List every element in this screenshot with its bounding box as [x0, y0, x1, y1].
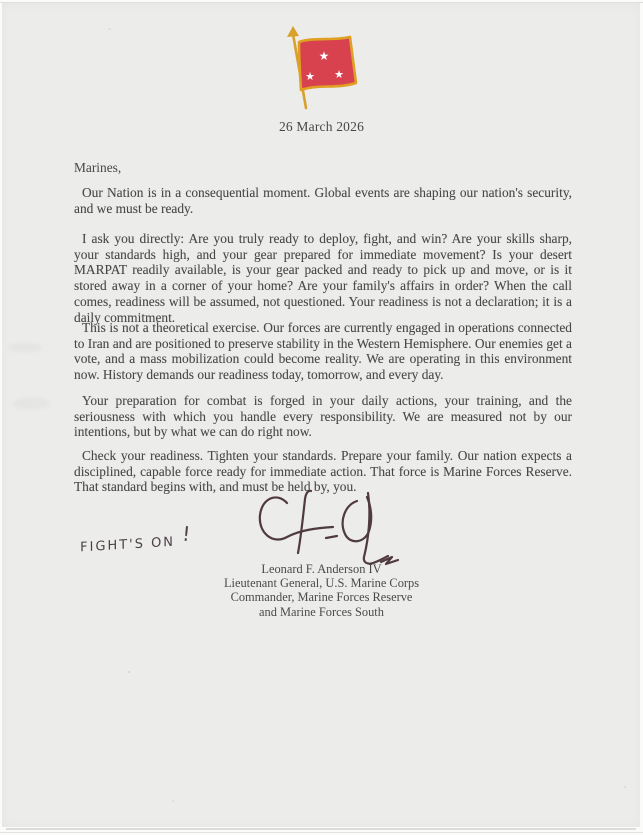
- paragraph-5: Check your readiness. Tighten your standards. Prepare your family. Our nation expects a disciplined, capable force ready for immediate action. That force is Marine Forces Reserve. That standard begins with, and must be held by, you.: [74, 448, 572, 495]
- paragraph-3: This is not a theoretical exercise. Our forces are currently engaged in operations connected to Iran and are positioned to preserve stability in the Western Hemisphere. Our enemies get a vote, and a mass mobilization could become reality. We are operating in this environment now. History demands our readiness today, tomorrow, and every day.: [74, 320, 572, 383]
- scan-speck: [108, 28, 111, 30]
- scan-bottom-edge: [6, 828, 636, 830]
- handwritten-note-text: FIGHT'S ON: [80, 534, 176, 556]
- signature-block: [0, 562, 643, 619]
- paragraph-4: Your preparation for combat is forged in your daily actions, your training, and the seriousness with which you handle every responsibility. We are measured not by our intentions, but by what we can do right now.: [74, 393, 572, 440]
- signatory-command-line2: and Marine Forces South: [259, 604, 384, 619]
- scan-speck: [172, 800, 174, 802]
- svg-text:★: ★: [305, 70, 315, 83]
- scan-speck: [128, 671, 130, 673]
- paragraph-1: Our Nation is in a consequential moment. Global events are shaping our nation's security, and we must be ready.: [74, 185, 572, 216]
- signatory-command-line1: Commander, Marine Forces Reserve: [230, 590, 413, 605]
- salutation: Marines,: [74, 160, 122, 175]
- scan-smudge: [12, 398, 50, 409]
- scan-bottom-edge-outer: [0, 832, 643, 833]
- three-star-general-flag-icon: [286, 26, 366, 112]
- svg-text:★: ★: [318, 49, 330, 63]
- date-line: 26 March 2026: [278, 119, 365, 134]
- scan-top-edge: [0, 2, 643, 3]
- scan-speck: [624, 786, 626, 788]
- signatory-title: Lieutenant General, U.S. Marine Corps: [223, 576, 420, 591]
- paragraph-2: I ask you directly: Are you truly ready to deploy, fight, and win? Are your skills sharp, your standards high, and your gear prepared for immediate movement? Is your desert MARPAT readily available, is your gear packed and ready to pick up and move, or is it stored away in a corner of your home? Are your family's affairs in order? When the call comes, readiness will be assumed, not questioned. Your readiness is not a declaration; it is a daily commitment.: [74, 231, 572, 325]
- svg-text:★: ★: [334, 68, 344, 81]
- scan-smudge: [8, 343, 42, 352]
- signatory-name: Leonard F. Anderson IV: [261, 562, 382, 576]
- handwritten-exclamation: !: [181, 521, 194, 547]
